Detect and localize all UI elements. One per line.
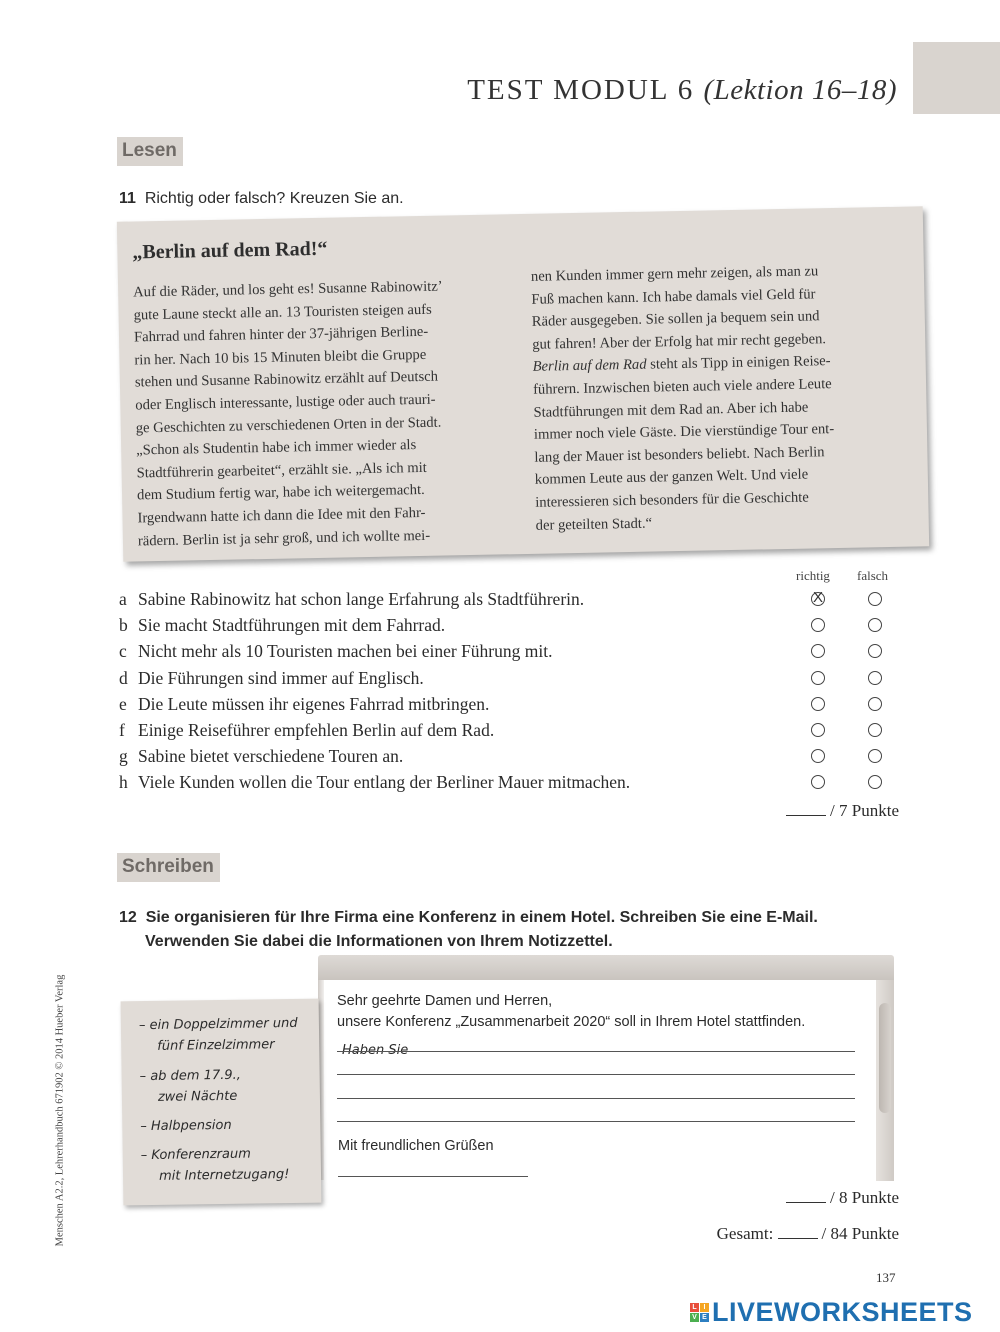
note-line: – Halbpension (140, 1117, 232, 1135)
article-title: „Berlin auf dem Rad!“ (132, 237, 328, 264)
email-handwritten-start: Haben Sie (342, 1043, 409, 1058)
task-11-instruction (119, 190, 404, 208)
radio-falsch[interactable] (868, 723, 882, 737)
radio-richtig[interactable] (811, 671, 825, 685)
article-line: rin her. Nach 10 bis 15 Minuten bleibt die Gruppe (134, 346, 427, 369)
note-line: fünf Einzelzimmer (157, 1037, 275, 1054)
radio-richtig[interactable] (811, 749, 825, 763)
radio-falsch[interactable] (868, 644, 882, 658)
task-number: 12 (119, 909, 137, 926)
radio-richtig[interactable] (811, 644, 825, 658)
lesen-points (786, 801, 899, 821)
article-line: oder Englisch interessante, lustige oder auch trauri- (135, 391, 436, 414)
brand-name: LIVEWORKSHEETS (712, 1296, 973, 1327)
article-line: rädern. Berlin ist ja sehr groß, und ich wollte mei- (137, 527, 431, 549)
question-letter: g (119, 746, 128, 767)
section-label-lesen: Lesen (117, 137, 183, 166)
article-line: nen Kunden immer gern mehr zeigen, als man zu (530, 263, 819, 285)
email-closing: Mit freundlichen Grüßen (338, 1138, 494, 1154)
note-line: mit Internetzugang! (158, 1167, 290, 1184)
email-writing-line[interactable] (337, 1051, 855, 1052)
task-number: 11 (119, 190, 136, 207)
radio-falsch[interactable] (868, 775, 882, 789)
article-line: gute Laune steckt alle an. 13 Touristen steigen aufs (133, 301, 432, 324)
article-line: Stadtführungen mit dem Rad an. Aber ich habe (533, 399, 809, 421)
email-signature-line[interactable] (338, 1176, 528, 1177)
liveworksheets-brand[interactable] (690, 1296, 973, 1328)
radio-richtig[interactable] (811, 775, 825, 789)
column-header-richtig: richtig (796, 568, 830, 583)
article-line: Fahrrad und fahren hinter der 37-jährigen Berline- (133, 323, 429, 346)
question-row (119, 772, 630, 793)
schreiben-points (786, 1188, 899, 1208)
column-header-falsch: falsch (857, 568, 889, 583)
article-line: lang der Mauer ist besonders beliebt. Nach Berlin (534, 443, 825, 466)
question-letter: a (119, 589, 127, 609)
question-text: Einige Reiseführer empfehlen Berlin auf dem Rad. (138, 720, 495, 740)
question-letter: b (119, 615, 128, 636)
points-blank[interactable] (786, 1188, 826, 1203)
article-line: Räder ausgegeben. Sie sollen ja bequem sein und (531, 308, 820, 331)
radio-falsch[interactable] (868, 592, 882, 606)
email-greeting: Sehr geehrte Damen und Herren, (337, 993, 553, 1009)
radio-richtig[interactable] (811, 592, 825, 606)
article-line: der geteilten Stadt.“ (535, 515, 653, 534)
article-line: Fuß machen kann. Ich habe damals viel Geld für (531, 285, 816, 308)
radio-falsch[interactable] (868, 618, 882, 632)
points-blank[interactable] (786, 801, 826, 816)
page-title (467, 74, 897, 107)
liveworksheets-logo-icon: L I V E (690, 1303, 709, 1322)
page-number: 137 (876, 1270, 896, 1285)
article-line: Auf die Räder, und los geht es! Susanne Rabinowitz’ (133, 278, 443, 301)
section-label-schreiben: Schreiben (117, 853, 220, 882)
article-line: Stadtführerin gearbeitet“, erzählt sie. „Als ich mit (136, 459, 427, 482)
article-line-rest: steht als Tipp in einigen Reise- (646, 353, 831, 373)
question-row (119, 668, 424, 689)
question-row (119, 746, 403, 767)
article-line: Irgendwann hatte ich dann die Idee mit den Fahr- (137, 504, 426, 527)
header-corner-tab (913, 42, 1000, 114)
question-text: Nicht mehr als 10 Touristen machen bei einer Führung mit. (138, 641, 553, 662)
article-box (117, 206, 929, 561)
question-row (119, 720, 494, 741)
total-points (717, 1224, 899, 1244)
article-line: stehen und Susanne Rabinowitz erzählt auf Deutsch (134, 369, 439, 391)
article-line: ge Geschichten zu verschiedenen Orten in der Stadt. (135, 414, 442, 437)
note-line: – Konferenzraum (140, 1146, 251, 1164)
question-letter: d (119, 667, 128, 688)
question-row (119, 694, 489, 715)
email-window (318, 955, 894, 1181)
question-text: Viele Kunden wollen die Tour entlang der Berliner Mauer mitmachen. (138, 772, 631, 793)
question-letter: h (119, 772, 128, 793)
notepad (121, 999, 322, 1206)
note-line: – ab dem 17.9., (139, 1067, 241, 1085)
question-text: Sabine Rabinowitz hat schon lange Erfahrung als Stadtführerin. (138, 589, 585, 609)
radio-falsch[interactable] (868, 697, 882, 711)
article-column-right (531, 259, 916, 537)
question-letter: f (119, 720, 125, 740)
question-letter: c (119, 641, 127, 662)
question-text: Die Führungen sind immer auf Englisch. (138, 667, 424, 688)
email-writing-line[interactable] (337, 1074, 855, 1075)
article-line: immer noch viele Gäste. Die vierstündige Tour ent- (533, 421, 835, 443)
article-column-left (133, 274, 518, 552)
total-points-label: / 84 Punkte (821, 1224, 899, 1243)
total-blank[interactable] (778, 1224, 818, 1239)
task-12-instruction (119, 906, 818, 954)
page-title-main: TEST MODUL 6 (467, 74, 695, 106)
points-label: / 7 Punkte (830, 801, 899, 820)
article-line: kommen Leute aus der ganzen Welt. Und viele (534, 466, 809, 489)
radio-falsch[interactable] (868, 671, 882, 685)
article-italic-title: Berlin auf dem Rad (532, 357, 647, 376)
question-row (119, 641, 552, 662)
radio-richtig[interactable] (811, 697, 825, 711)
task-text-line1: Sie organisieren für Ihre Firma eine Konferenz in einem Hotel. Schreiben Sie eine E-Mail. (145, 909, 818, 926)
question-text: Sie macht Stadtführungen mit dem Fahrrad. (138, 615, 446, 636)
article-line: „Schon als Studentin habe ich immer wieder als (136, 437, 417, 459)
article-line: dem Studium fertig war, habe ich weitergemacht. (136, 482, 425, 504)
question-text: Sabine bietet verschiedene Touren an. (138, 746, 404, 767)
note-line: – ein Doppelzimmer und (138, 1015, 298, 1034)
page-title-sub: (Lektion 16–18) (703, 74, 897, 106)
email-writing-line[interactable] (337, 1098, 855, 1099)
total-label: Gesamt: (716, 1224, 774, 1243)
vertical-credit: Menschen A2.2, Lehrerhandbuch 671902 © 2014 Hueber Verlag (54, 974, 66, 1247)
points-label: / 8 Punkte (830, 1188, 899, 1207)
email-scrollbar-thumb[interactable] (879, 1003, 891, 1113)
question-letter: e (119, 693, 127, 714)
email-intro: unsere Konferenz „Zusammenarbeit 2020“ soll in Ihrem Hotel stattfinden. (337, 1014, 806, 1030)
question-row (119, 589, 584, 610)
email-title-bar (318, 955, 894, 980)
question-text: Die Leute müssen ihr eigenes Fahrrad mitbringen. (138, 693, 490, 714)
task-text: Richtig oder falsch? Kreuzen Sie an. (144, 190, 404, 207)
article-line: interessieren sich besonders für die Geschichte (535, 489, 809, 511)
email-writing-line[interactable] (337, 1121, 855, 1122)
article-line: führern. Inzwischen bieten auch viele andere Leute (532, 376, 832, 398)
task-text-line2: Verwenden Sie dabei die Informationen von Ihrem Notizzettel. (145, 933, 613, 950)
question-row (119, 615, 445, 636)
article-line: gut fahren! Aber der Erfolg hat mir recht gegeben. (532, 330, 827, 353)
radio-richtig[interactable] (811, 618, 825, 632)
note-line: zwei Nächte (157, 1088, 238, 1105)
radio-falsch[interactable] (868, 749, 882, 763)
radio-richtig[interactable] (811, 723, 825, 737)
